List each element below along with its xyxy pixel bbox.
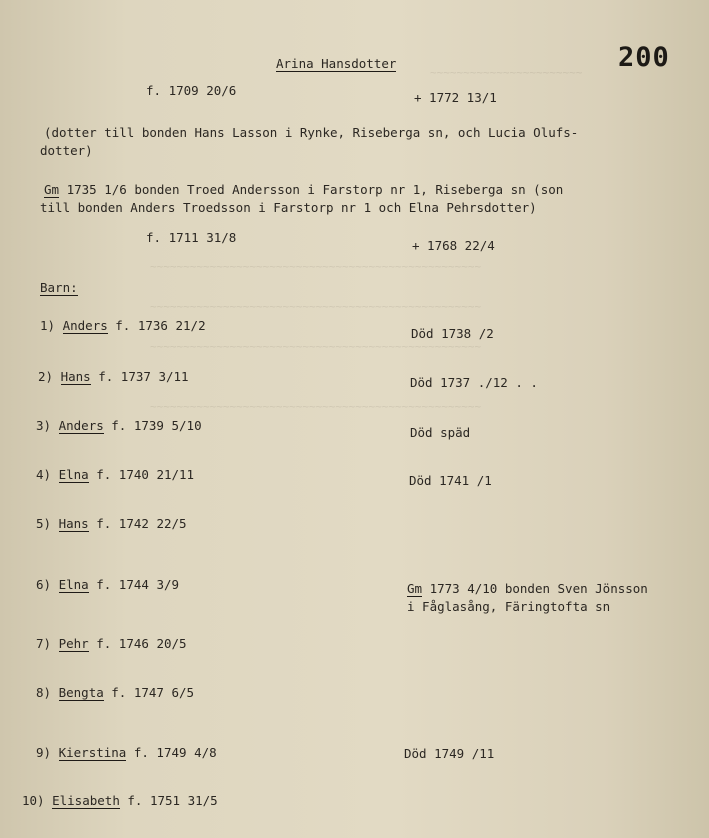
marriage-line-1 [44, 181, 563, 199]
spouse-birth-date: f. 1711 31/8 [146, 230, 237, 245]
page-title [276, 55, 396, 73]
bleed-through-text: ~~~~~~~~~~~~~~~~~~~~~~~~~~~~~~~~~~~~~~~~~~~~~~~~~~ [150, 300, 482, 313]
child-name: Anders [62, 318, 108, 333]
child-name: Hans [60, 369, 91, 384]
child-name: Hans [58, 516, 89, 531]
bleed-through-text: ~~~~~~~~~~~~~~~~~~~~~~~ [430, 66, 583, 79]
list-item [36, 576, 179, 594]
list-item [36, 635, 187, 653]
children-heading [40, 279, 78, 297]
bleed-through-text: ~~~~~~~~~~~~~~~~~~~~~~~~~~~~~~~~~~~~~~~~~~~~~~~~~~ [150, 260, 482, 273]
parents-line-1: (dotter till bonden Hans Lasson i Rynke, Riseberga sn, och Lucia Olufs- [44, 125, 579, 140]
child-number: 3) [36, 418, 52, 433]
child-number: 8) [36, 685, 52, 700]
child-note: Död 1737 ./12 . . [410, 375, 538, 390]
child-note: Död 1749 /11 [404, 746, 495, 761]
bleed-through-text: ~~~~~~~~~~~~~~~~~~~~~~~~~~~~~~~~~~~~~~~~~~~~~~~~~~ [150, 400, 482, 413]
child-birth: f. 1751 31/5 [127, 793, 218, 808]
child-birth: f. 1749 4/8 [133, 745, 217, 760]
child-number: 1) [40, 318, 56, 333]
child-number: 9) [36, 745, 52, 760]
list-item [22, 792, 218, 810]
child-birth: f. 1736 21/2 [115, 318, 206, 333]
child-name: Anders [58, 418, 104, 433]
child-name: Kierstina [58, 745, 127, 760]
child-birth: f. 1744 3/9 [96, 577, 180, 592]
child-note: Död späd [410, 425, 471, 440]
child-note: Död 1741 /1 [409, 473, 492, 488]
child-marriage-text: 1773 4/10 bonden Sven Jönsson [422, 581, 648, 596]
title-text: Arina Hansdotter [276, 56, 397, 71]
child-marriage-line-2: i Fåglasång, Färingtofta sn [407, 599, 611, 614]
child-number: 4) [36, 467, 52, 482]
list-item [36, 684, 194, 702]
child-birth: f. 1740 21/11 [96, 467, 195, 482]
page-number: 200 [618, 42, 670, 73]
child-number: 7) [36, 636, 52, 651]
child-birth: f. 1747 6/5 [111, 685, 195, 700]
child-name: Bengta [58, 685, 104, 700]
list-item [38, 368, 189, 386]
child-number: 2) [38, 369, 54, 384]
bleed-through-text: ~~~~~~~~~~~~~~~~~~~~~~~~~~~~~~~~~~~~~~~~~~~~~~~~~~ [150, 340, 482, 353]
child-marriage-line-1 [407, 580, 648, 598]
child-number: 10) [22, 793, 45, 808]
list-item [36, 466, 194, 484]
child-birth: f. 1742 22/5 [96, 516, 187, 531]
parents-line-2: dotter) [40, 143, 93, 158]
list-item [36, 417, 202, 435]
child-name: Pehr [58, 636, 89, 651]
child-number: 6) [36, 577, 52, 592]
list-item [40, 317, 206, 335]
child-number: 5) [36, 516, 52, 531]
child-name: Elna [58, 467, 89, 482]
child-birth: f. 1739 5/10 [111, 418, 202, 433]
marriage-prefix: Gm [44, 182, 60, 197]
death-date: + 1772 13/1 [414, 90, 497, 105]
marriage-line-2: till bonden Anders Troedsson i Farstorp nr 1 och Elna Pehrsdotter) [40, 200, 537, 215]
child-name: Elna [58, 577, 89, 592]
marriage-text: 1735 1/6 bonden Troed Andersson i Farstorp nr 1, Riseberga sn (son [59, 182, 564, 197]
list-item [36, 515, 187, 533]
child-name: Elisabeth [52, 793, 120, 808]
children-heading-text: Barn: [40, 280, 78, 295]
child-birth: f. 1746 20/5 [96, 636, 187, 651]
spouse-death-date: + 1768 22/4 [412, 238, 495, 253]
birth-date: f. 1709 20/6 [146, 83, 237, 98]
child-marriage-prefix: Gm [407, 581, 423, 596]
list-item [36, 744, 217, 762]
child-birth: f. 1737 3/11 [98, 369, 189, 384]
child-note: Död 1738 /2 [411, 326, 494, 341]
